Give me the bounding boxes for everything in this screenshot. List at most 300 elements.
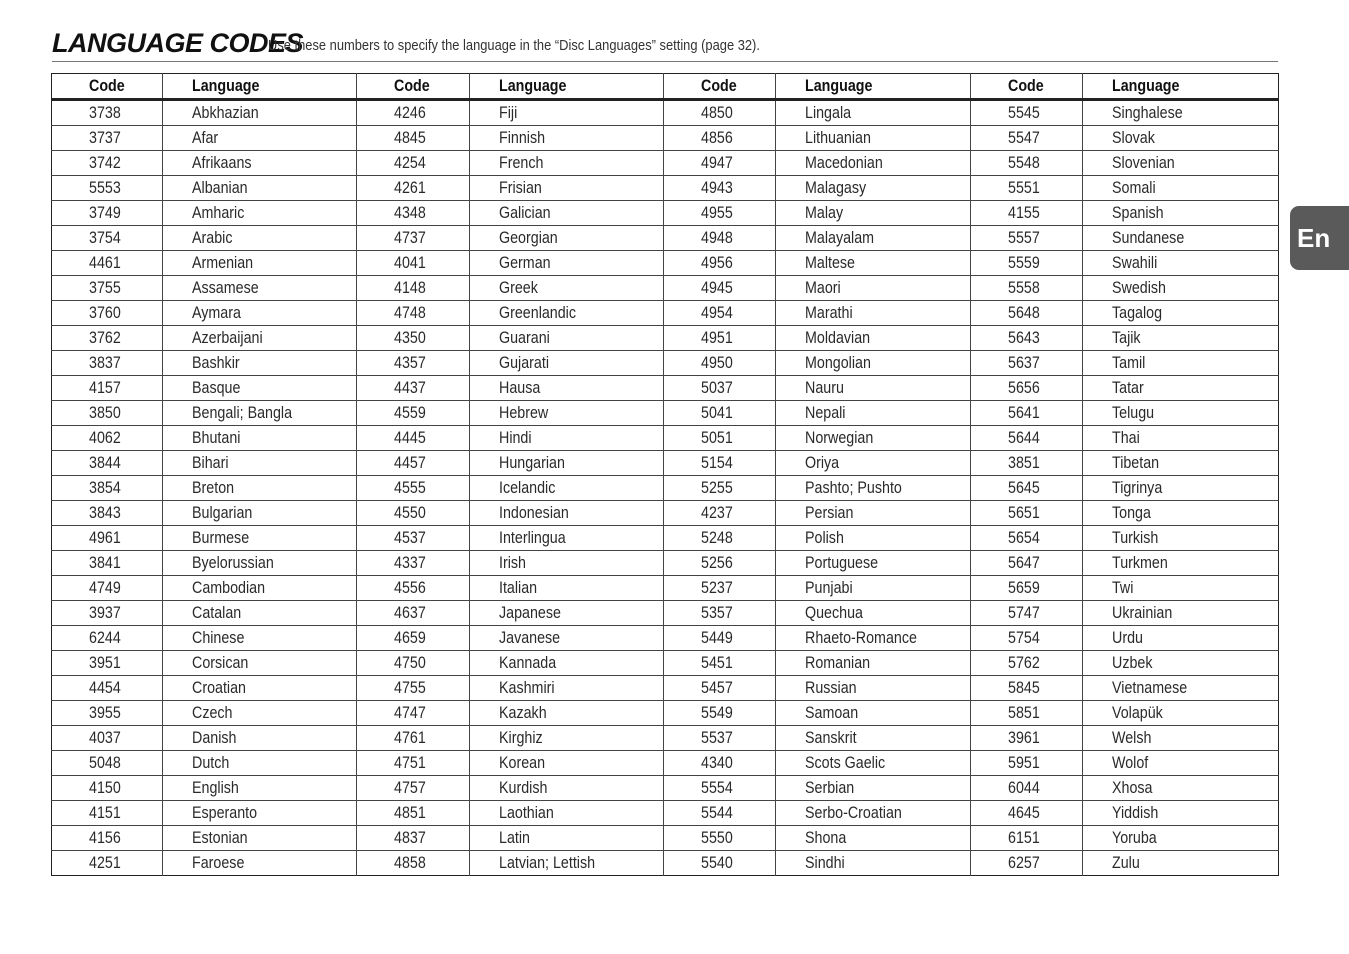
language-name-cell: [1083, 851, 1279, 876]
language-code: 5659: [1008, 578, 1040, 597]
language-name-cell: [1083, 401, 1279, 426]
language-code: 3851: [1008, 453, 1040, 472]
language-name-cell: [776, 526, 971, 551]
table-row: [52, 826, 1279, 851]
language-code: 4157: [89, 378, 121, 397]
language-name: Oriya: [805, 453, 840, 472]
language-code-cell: [52, 626, 163, 651]
language-name-cell: [163, 726, 357, 751]
language-name: Ukrainian: [1112, 603, 1173, 622]
language-codes-table: [51, 73, 1279, 876]
language-name-cell: [776, 451, 971, 476]
language-name: Turkish: [1112, 528, 1159, 547]
page-title: LANGUAGE CODES: [52, 28, 304, 58]
language-name-cell: [470, 576, 664, 601]
language-code-cell: [52, 551, 163, 576]
language-code-cell: [357, 176, 470, 201]
language-name: Guarani: [499, 328, 550, 347]
language-code: 5544: [701, 803, 733, 822]
language-name-cell: [1083, 626, 1279, 651]
language-name-cell: [470, 326, 664, 351]
language-code-cell: [357, 676, 470, 701]
language-name: Greenlandic: [499, 303, 577, 322]
language-code: 3961: [1008, 728, 1040, 747]
language-code: 4550: [394, 503, 426, 522]
language-name: Romanian: [805, 653, 871, 672]
language-name-cell: [776, 376, 971, 401]
language-name: Marathi: [805, 303, 853, 322]
language-name: Persian: [805, 503, 854, 522]
language-name: Macedonian: [805, 153, 883, 172]
language-name-cell: [470, 176, 664, 201]
language-name: Albanian: [192, 178, 248, 197]
language-name-cell: [776, 676, 971, 701]
language-name-cell: [776, 301, 971, 326]
language-name: Lingala: [805, 103, 852, 122]
language-name: Lithuanian: [805, 128, 871, 147]
language-name: Russian: [805, 678, 857, 697]
column-header-code: [971, 74, 1083, 100]
language-code-cell: [664, 151, 776, 176]
language-code: 4637: [394, 603, 426, 622]
language-code: 3951: [89, 653, 121, 672]
language-code-cell: [664, 276, 776, 301]
language-code: 3737: [89, 128, 121, 147]
language-code: 5762: [1008, 653, 1040, 672]
language-code: 3742: [89, 153, 121, 172]
language-name-cell: [1083, 826, 1279, 851]
language-code: 4945: [701, 278, 733, 297]
language-name-cell: [1083, 576, 1279, 601]
language-code-cell: [357, 501, 470, 526]
language-name: Yiddish: [1112, 803, 1159, 822]
language-name-cell: [1083, 776, 1279, 801]
language-name: Welsh: [1112, 728, 1152, 747]
language-name: Corsican: [192, 653, 249, 672]
language-code-cell: [52, 351, 163, 376]
language-name-cell: [470, 726, 664, 751]
language-code-cell: [52, 726, 163, 751]
language-code: 3937: [89, 603, 121, 622]
language-name-cell: [1083, 326, 1279, 351]
language-name: Slovak: [1112, 128, 1155, 147]
language-code: 3844: [89, 453, 121, 472]
table-row: [52, 100, 1279, 126]
language-code: 4151: [89, 803, 121, 822]
language-code-cell: [357, 576, 470, 601]
language-code-cell: [664, 601, 776, 626]
language-name-cell: [163, 326, 357, 351]
language-code-cell: [664, 201, 776, 226]
language-code-cell: [971, 551, 1083, 576]
language-code-cell: [52, 151, 163, 176]
language-code: 5557: [1008, 228, 1040, 247]
language-name-cell: [470, 751, 664, 776]
language-name: Shona: [805, 828, 847, 847]
language-name-cell: [163, 251, 357, 276]
language-name-cell: [1083, 526, 1279, 551]
language-code: 6044: [1008, 778, 1040, 797]
language-code: 4948: [701, 228, 733, 247]
language-code-cell: [52, 201, 163, 226]
table-row: [52, 501, 1279, 526]
language-name-cell: [470, 426, 664, 451]
language-name-cell: [470, 100, 664, 126]
language-code: 5747: [1008, 603, 1040, 622]
language-code: 4340: [701, 753, 733, 772]
language-code-cell: [357, 126, 470, 151]
table-row: [52, 626, 1279, 651]
table-row: [52, 801, 1279, 826]
language-name: Interlingua: [499, 528, 566, 547]
language-name-cell: [470, 126, 664, 151]
language-name-cell: [470, 401, 664, 426]
language-code-cell: [971, 501, 1083, 526]
language-code-cell: [664, 476, 776, 501]
language-name: Punjabi: [805, 578, 853, 597]
language-code-cell: [971, 251, 1083, 276]
language-name: Volapük: [1112, 703, 1163, 722]
language-name-cell: [1083, 100, 1279, 126]
language-name: Thai: [1112, 428, 1140, 447]
table-row: [52, 851, 1279, 876]
language-code: 5548: [1008, 153, 1040, 172]
language-code: 4943: [701, 178, 733, 197]
language-code-cell: [357, 351, 470, 376]
language-name-cell: [776, 100, 971, 126]
table-body: [52, 100, 1279, 876]
page-subtitle: Use these numbers to specify the language in the “Disc Languages” setting (page 32).: [268, 37, 760, 54]
language-name: Sanskrit: [805, 728, 857, 747]
header-label: Code: [89, 76, 125, 95]
language-code: 4955: [701, 203, 733, 222]
table-row: [52, 351, 1279, 376]
table-row: [52, 126, 1279, 151]
language-code: 4537: [394, 528, 426, 547]
language-code: 3760: [89, 303, 121, 322]
language-name: Serbian: [805, 778, 855, 797]
language-name-cell: [1083, 376, 1279, 401]
language-code-cell: [971, 100, 1083, 126]
language-code-cell: [664, 651, 776, 676]
language-name-cell: [470, 351, 664, 376]
language-code: 3755: [89, 278, 121, 297]
language-code-cell: [664, 251, 776, 276]
language-name-cell: [776, 401, 971, 426]
language-name: Dutch: [192, 753, 230, 772]
language-code: 4150: [89, 778, 121, 797]
language-code: 4348: [394, 203, 426, 222]
language-code-cell: [971, 426, 1083, 451]
language-code-cell: [357, 301, 470, 326]
language-name-cell: [470, 151, 664, 176]
language-name-cell: [776, 426, 971, 451]
language-name: Turkmen: [1112, 553, 1168, 572]
language-name: Estonian: [192, 828, 248, 847]
language-code-cell: [52, 801, 163, 826]
language-code: 4555: [394, 478, 426, 497]
language-name-cell: [163, 751, 357, 776]
language-code-cell: [357, 651, 470, 676]
language-code-cell: [971, 526, 1083, 551]
language-name: Italian: [499, 578, 538, 597]
column-header-language: [470, 74, 664, 100]
language-code: 4951: [701, 328, 733, 347]
language-name-cell: [776, 801, 971, 826]
language-name: Chinese: [192, 628, 245, 647]
language-name: Kurdish: [499, 778, 548, 797]
language-code-cell: [664, 451, 776, 476]
language-name: French: [499, 153, 544, 172]
language-code-cell: [664, 426, 776, 451]
language-code-cell: [357, 726, 470, 751]
language-code-cell: [664, 826, 776, 851]
language-name-cell: [1083, 301, 1279, 326]
language-code: 5845: [1008, 678, 1040, 697]
language-name: Kannada: [499, 653, 557, 672]
language-name-cell: [1083, 276, 1279, 301]
language-name: Samoan: [805, 703, 859, 722]
language-name-cell: [163, 501, 357, 526]
language-name: Czech: [192, 703, 233, 722]
language-name: Faroese: [192, 853, 245, 872]
language-name: Icelandic: [499, 478, 556, 497]
language-name: German: [499, 253, 551, 272]
language-code: 4337: [394, 553, 426, 572]
language-name-cell: [1083, 226, 1279, 251]
header-label: Language: [805, 76, 873, 95]
language-code: 4156: [89, 828, 121, 847]
language-code-cell: [664, 100, 776, 126]
language-name: Norwegian: [805, 428, 874, 447]
language-name: Armenian: [192, 253, 254, 272]
language-code-cell: [664, 226, 776, 251]
language-code-cell: [357, 751, 470, 776]
language-name: Indonesian: [499, 503, 569, 522]
language-code: 4148: [394, 278, 426, 297]
language-code: 4961: [89, 528, 121, 547]
language-code-cell: [52, 401, 163, 426]
language-code: 5237: [701, 578, 733, 597]
language-code-cell: [664, 851, 776, 876]
language-code: 4437: [394, 378, 426, 397]
language-name-cell: [470, 501, 664, 526]
language-name-cell: [470, 201, 664, 226]
language-code-cell: [52, 126, 163, 151]
language-code: 4559: [394, 403, 426, 422]
language-name-cell: [776, 151, 971, 176]
table-row: [52, 526, 1279, 551]
language-code: 4556: [394, 578, 426, 597]
language-name-cell: [470, 226, 664, 251]
language-code-cell: [52, 451, 163, 476]
language-code-cell: [52, 826, 163, 851]
language-code: 5457: [701, 678, 733, 697]
language-code-cell: [971, 701, 1083, 726]
language-name-cell: [776, 851, 971, 876]
language-name: Javanese: [499, 628, 561, 647]
language-name-cell: [1083, 426, 1279, 451]
language-name: Tagalog: [1112, 303, 1163, 322]
language-code: 5645: [1008, 478, 1040, 497]
column-header-language: [776, 74, 971, 100]
language-name: Basque: [192, 378, 241, 397]
header-label: Language: [499, 76, 567, 95]
language-code: 4261: [394, 178, 426, 197]
language-name: English: [192, 778, 239, 797]
language-code-cell: [664, 751, 776, 776]
language-code: 3837: [89, 353, 121, 372]
table-row: [52, 326, 1279, 351]
language-name-cell: [1083, 551, 1279, 576]
language-code: 5154: [701, 453, 733, 472]
language-name-cell: [470, 551, 664, 576]
language-code: 5255: [701, 478, 733, 497]
table-row: [52, 276, 1279, 301]
language-name-cell: [776, 276, 971, 301]
language-name: Greek: [499, 278, 538, 297]
language-name-cell: [776, 201, 971, 226]
language-name: Malay: [805, 203, 844, 222]
page-header: [52, 24, 1278, 62]
language-name: Kashmiri: [499, 678, 555, 697]
language-code: 4357: [394, 353, 426, 372]
language-name: Spanish: [1112, 203, 1164, 222]
language-code-cell: [357, 701, 470, 726]
language-code-cell: [357, 476, 470, 501]
language-code-cell: [52, 776, 163, 801]
language-code: 4041: [394, 253, 426, 272]
language-code: 4748: [394, 303, 426, 322]
language-name-cell: [163, 301, 357, 326]
language-code: 3850: [89, 403, 121, 422]
language-name-cell: [163, 776, 357, 801]
language-code: 3754: [89, 228, 121, 247]
language-code: 4350: [394, 328, 426, 347]
language-name: Georgian: [499, 228, 558, 247]
language-name-cell: [163, 451, 357, 476]
language-code-cell: [971, 751, 1083, 776]
language-code: 4037: [89, 728, 121, 747]
language-code: 5641: [1008, 403, 1040, 422]
language-code: 4837: [394, 828, 426, 847]
language-code: 4750: [394, 653, 426, 672]
language-name-cell: [163, 201, 357, 226]
language-name-cell: [163, 601, 357, 626]
language-code-cell: [357, 100, 470, 126]
language-name: Burmese: [192, 528, 250, 547]
language-code: 4858: [394, 853, 426, 872]
language-name-cell: [776, 776, 971, 801]
language-code-cell: [52, 301, 163, 326]
table-row: [52, 576, 1279, 601]
language-name-cell: [1083, 476, 1279, 501]
language-name: Korean: [499, 753, 546, 772]
language-code: 4757: [394, 778, 426, 797]
language-name-cell: [776, 651, 971, 676]
language-code: 4645: [1008, 803, 1040, 822]
language-name: Kazakh: [499, 703, 547, 722]
table-row: [52, 651, 1279, 676]
language-name-cell: [470, 451, 664, 476]
language-code: 4850: [701, 103, 733, 122]
language-code-cell: [52, 651, 163, 676]
language-name-cell: [776, 476, 971, 501]
language-name: Amharic: [192, 203, 245, 222]
language-name: Hungarian: [499, 453, 565, 472]
language-code-cell: [664, 326, 776, 351]
language-name-cell: [470, 601, 664, 626]
table-row: [52, 151, 1279, 176]
language-name: Swahili: [1112, 253, 1158, 272]
language-code: 4461: [89, 253, 121, 272]
language-code-cell: [357, 251, 470, 276]
language-name: Scots Gaelic: [805, 753, 886, 772]
language-code-cell: [664, 301, 776, 326]
table-row: [52, 176, 1279, 201]
language-code: 5553: [89, 178, 121, 197]
language-code-cell: [971, 451, 1083, 476]
language-code: 3955: [89, 703, 121, 722]
language-name: Bashkir: [192, 353, 240, 372]
language-code: 5037: [701, 378, 733, 397]
language-name: Maori: [805, 278, 841, 297]
language-name: Fiji: [499, 103, 518, 122]
language-name: Kirghiz: [499, 728, 543, 747]
table-row: [52, 726, 1279, 751]
language-name: Polish: [805, 528, 844, 547]
language-name: Hausa: [499, 378, 541, 397]
language-code-cell: [357, 551, 470, 576]
language-code-cell: [971, 376, 1083, 401]
language-code-cell: [52, 226, 163, 251]
language-name: Irish: [499, 553, 526, 572]
column-header-language: [163, 74, 357, 100]
language-code-cell: [971, 776, 1083, 801]
language-code: 5643: [1008, 328, 1040, 347]
language-code-cell: [52, 501, 163, 526]
language-code: 4845: [394, 128, 426, 147]
language-name-cell: [776, 601, 971, 626]
language-code-cell: [357, 601, 470, 626]
language-code-cell: [971, 676, 1083, 701]
language-code-cell: [664, 676, 776, 701]
language-name: Bihari: [192, 453, 229, 472]
language-name: Wolof: [1112, 753, 1149, 772]
language-name: Slovenian: [1112, 153, 1175, 172]
language-code-cell: [664, 701, 776, 726]
language-name-cell: [776, 251, 971, 276]
language-code-cell: [357, 226, 470, 251]
language-name-cell: [776, 351, 971, 376]
language-name: Esperanto: [192, 803, 258, 822]
language-name-cell: [1083, 151, 1279, 176]
language-name-cell: [163, 351, 357, 376]
language-code-cell: [357, 451, 470, 476]
language-code: 4251: [89, 853, 121, 872]
language-code-cell: [664, 551, 776, 576]
language-code-cell: [52, 426, 163, 451]
language-name: Azerbaijani: [192, 328, 263, 347]
language-code: 4761: [394, 728, 426, 747]
language-name-cell: [163, 376, 357, 401]
language-code: 5644: [1008, 428, 1040, 447]
language-name: Malagasy: [805, 178, 867, 197]
language-name: Pashto; Pushto: [805, 478, 902, 497]
language-code-cell: [664, 726, 776, 751]
language-name-cell: [470, 776, 664, 801]
language-name: Abkhazian: [192, 103, 259, 122]
